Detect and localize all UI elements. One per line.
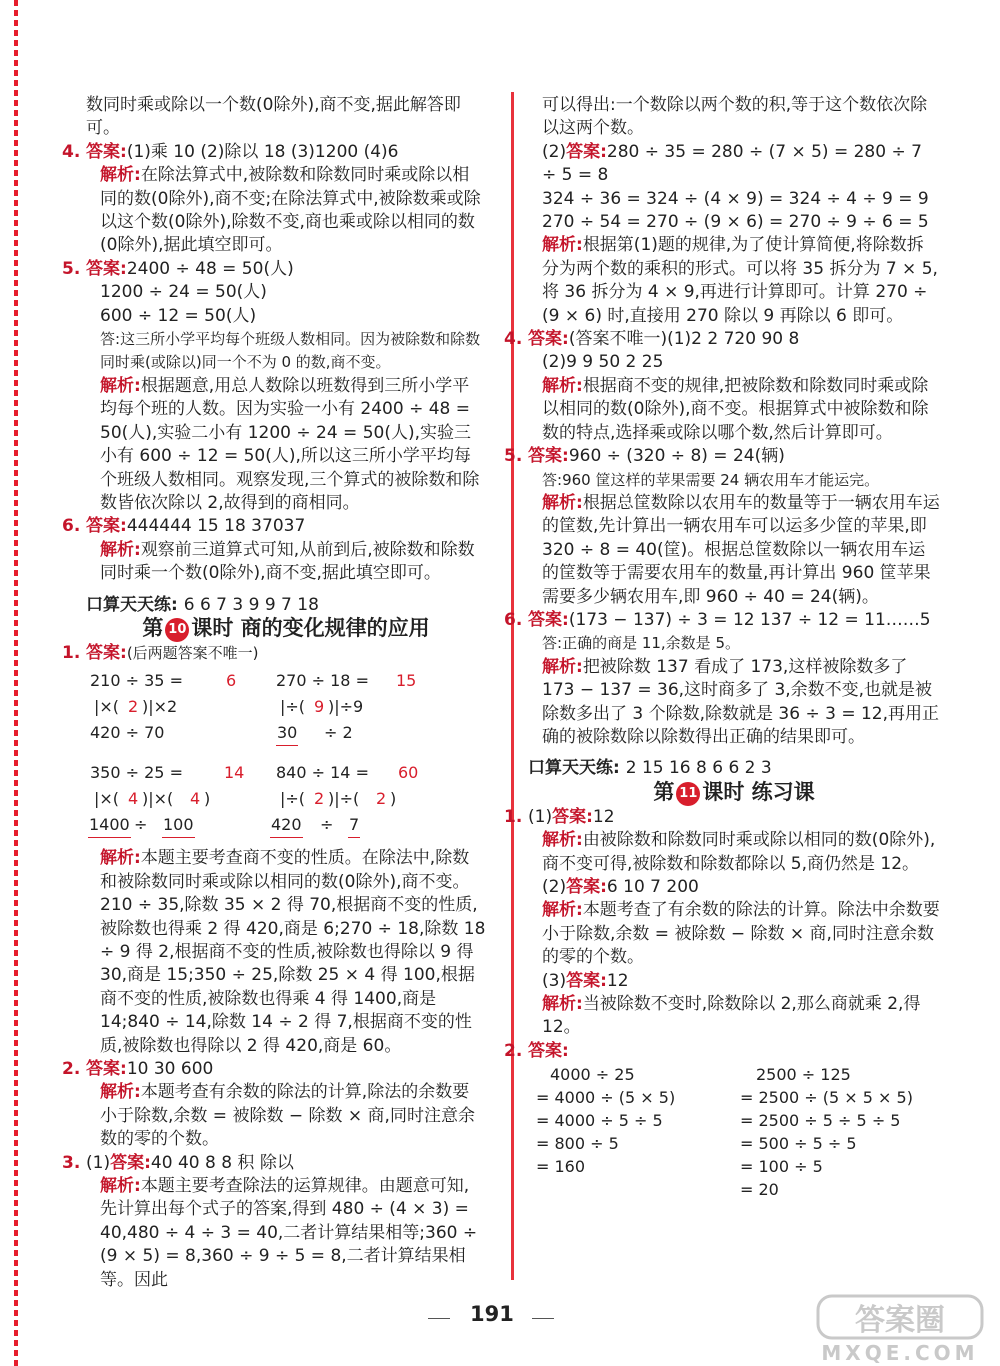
q3-analysis: 解析:本题主要考查除法的运算规律。由题意可知,先计算出每个式子的答案,得到 480 ÷ (4 × 3) = 40,480 ÷ 4 ÷ 3 = 40,二者计算结果相等;360 ÷ (9 × 5) = 8,360 ÷ 9 ÷ 5 = 8,二者计算结果相等。因此 xyxy=(100,1176,478,1290)
column-divider xyxy=(511,92,514,1280)
r-q2-calculations: 4000 ÷ 25 = 4000 ÷ (5 × 5) = 4000 ÷ 5 ÷ 5 = 800 ÷ 5 = 160 2500 ÷ 125 = 2500 ÷ (5 × 5 × 5) = 2500 ÷ 5 ÷ 5 ÷ 5 = 500 ÷ 5 ÷ 5 = 100 ÷ 5 = 20 xyxy=(536,1065,913,1200)
r-q1-p3-analysis: 解析:当被除数不变时,除数除以 2,那么商就乘 2,得 12。 xyxy=(542,994,921,1038)
r-q1-p2-analysis: 解析:本题考查了有余数的除法的计算。除法中余数要小于除数,余数 = 被除数 − 除数 × 商,同时注意余数的零的个数。 xyxy=(542,900,940,968)
q1-analysis: 解析:本题主要考查商不变的性质。在除法中,除数和被除数同时乘或除以相同的数(0除外),商不变。210 ÷ 35,除数 35 × 2 得 70,根据商不变的性质,被除数也得乘 2 得 420,商是 6;270 ÷ 18,除数 18 ÷ 9 得 2,根据商不变的性质,被除数也得除以 9 得 30,商是 15;350 ÷ 25,除数 25 × 4 得 100,根据商不变的性质,被除数也得乘 4 得 1400,商是 14;840 ÷ 14,除数 14 ÷ 2 得 7,根据商不变的性质,被除数也得除以 2 得 420,商是 60。 xyxy=(100,848,486,1056)
r-q1-p3-answer: (3)答案:12 xyxy=(542,970,629,991)
q5-answer: 5. 答案:2400 ÷ 48 = 50(人) xyxy=(62,258,294,279)
q6-analysis: 解析:观察前三道算式可知,从前到后,被除数和除数同时乘一个数(0除外),商不变,据此填空即可。 xyxy=(100,539,475,584)
page-dash-right xyxy=(532,1318,554,1319)
r-q5-reply: 答:960 筐这样的苹果需要 24 辆农用车才能运完。 xyxy=(542,470,880,489)
q2-answer: 2. 答案:10 30 600 xyxy=(62,1059,214,1079)
r-q1-p1-answer: 1. (1)答案:12 xyxy=(504,806,615,827)
q1-equations: 210 ÷ 35 = 6 |×( 2 )|×2 420 ÷ 70 270 ÷ 18 = 15 |÷( 9 )|÷9 30 ÷ 2 350 ÷ 25 = 14 |×( 4 )|×( 4 ) 1400 ÷ 100 840 ÷ 14 = 60 |÷( 2 )|÷( 2 ) 420 ÷ 7 xyxy=(86,669,486,845)
q2-analysis: 解析:本题考查有余数的除法的计算,除法的余数要小于除数,余数 = 被除数 − 除数 × 商,同时注意余数的零的个数。 xyxy=(100,1082,475,1150)
practice-line: 口算天天练: 6 6 7 3 9 9 7 18 xyxy=(86,594,319,615)
continued-text: 可以得出:一个数除以两个数的积,等于这个数依次除以这两个数。 xyxy=(542,95,928,139)
p2-answer: (2)答案:280 ÷ 35 = 280 ÷ (7 × 5) = 280 ÷ 7 ÷ 5 = 8 xyxy=(542,141,922,186)
r-q1-p1-analysis: 解析:由被除数和除数同时乘或除以相同的数(0除外),商不变可得,被除数和除数都除以 5,商仍然是 12。 xyxy=(542,830,936,874)
p2-analysis: 解析:根据第(1)题的规律,为了使计算简便,将除数拆分为两个数的乘积的形式。可以将 35 拆分为 7 × 5,将 36 拆分为 4 × 9,再进行计算即可。计算 270 ÷ (9 × 6) 时,直接用 270 除以 9 再除以 6 即可。 xyxy=(542,235,938,326)
page-dash-left xyxy=(428,1318,450,1319)
right-column xyxy=(504,94,940,1295)
p2-line3: 270 ÷ 54 = 270 ÷ (9 × 6) = 270 ÷ 9 ÷ 6 = 5 xyxy=(542,212,929,233)
p2-line2: 324 ÷ 36 = 324 ÷ (4 × 9) = 324 ÷ 4 ÷ 9 = 9 xyxy=(542,188,929,209)
r-q5-analysis: 解析:根据总筐数除以农用车的数量等于一辆农用车运的筐数,先计算出一辆农用车可以运多少筐的苹果,即 320 ÷ 8 = 40(筐)。根据总筐数除以一辆农用车运的筐数等于需要农用车的数量,再计算出 960 筐苹果需要多少辆农用车,即 960 ÷ 40 = 24(辆)。 xyxy=(542,492,940,607)
left-column xyxy=(62,94,486,1292)
q1-answer: 1. 答案:(后两题答案不唯一) xyxy=(62,642,259,663)
q3-answer: 3. (1)答案:40 40 8 8 积 除以 xyxy=(62,1152,294,1173)
r-lesson-title: 第 11 课时 练习课 xyxy=(653,779,815,804)
r-q6-reply: 答:正确的商是 11,余数是 5。 xyxy=(542,634,740,653)
intro-text: 数同时乘或除以一个数(0除外),商不变,据此解答即可。 xyxy=(86,95,461,139)
r-q1-p2-answer: (2)答案:6 10 7 200 xyxy=(542,877,699,897)
q5-analysis: 解析:根据题意,用总人数除以班数得到三所小学平均每个班的人数。因为实验一小有 2400 ÷ 48 = 50(人),实验二小有 1200 ÷ 24 = 50(人),实验三小有 600 ÷ 12 = 50(人),所以这三所小学平均每个班级人数相同。观察发现,三个算式的被除数和除数皆依次除以 2,故得到的商相同。 xyxy=(100,375,480,513)
r-lesson-number-badge: 11 xyxy=(676,782,700,806)
r-q2-answer: 2. 答案: xyxy=(504,1040,569,1061)
r-practice-line: 口算天天练: 2 15 16 8 6 6 2 3 xyxy=(528,758,772,779)
r-q6-analysis: 解析:把被除数 137 看成了 173,这样被除数多了 173 − 137 = 36,这时商多了 3,余数不变,也就是被除数多出了 3 个除数,除数就是 36 ÷ 3 = 12,再用正确的被除数除以除数得出正确的结果即可。 xyxy=(542,656,940,747)
r-q5-answer: 5. 答案:960 ÷ (320 ÷ 8) = 24(辆) xyxy=(504,446,785,467)
q6-answer: 6. 答案:444444 15 18 37037 xyxy=(62,516,306,537)
q5-line3: 600 ÷ 12 = 50(人) xyxy=(100,305,257,326)
margin-rule xyxy=(14,0,18,1366)
lesson-title: 第 10 课时 商的变化规律的应用 xyxy=(142,615,430,640)
q5-reply: 答:这三所小学平均每个班级人数相同。因为被除数和除数同时乘(或除以)同一个不为 0 的数,商不变。 xyxy=(100,330,481,372)
q5-line2: 1200 ÷ 24 = 50(人) xyxy=(100,282,267,303)
r-q4-analysis: 解析:根据商不变的规律,把被除数和除数同时乘或除以相同的数(0除外),商不变。根据算式中被除数和除数的特点,选择乘或除以哪个数,然后计算即可。 xyxy=(542,375,929,443)
watermark-logo xyxy=(800,1290,1000,1366)
watermark-logo-text: 答案圈 xyxy=(855,1303,945,1338)
page-number: 191 xyxy=(470,1302,514,1326)
r-q6-answer: 6. 答案:(173 − 137) ÷ 3 = 12 137 ÷ 12 = 11……5 xyxy=(504,609,931,630)
q4-answer: 4. 答案:(1)乘 10 (2)除以 18 (3)1200 (4)6 xyxy=(62,141,399,162)
lesson-number-badge: 10 xyxy=(165,618,189,642)
watermark-url: MXQE.COM xyxy=(821,1341,979,1365)
q4-analysis: 解析:在除法算式中,被除数和除数同时乘或除以相同的数(0除外),商不变;在除法算式中,被除数乘或除以这个数(0除外),除数不变,商也乘或除以相同的数(0除外),据此填空即可。 xyxy=(100,165,481,256)
r-q4-answer: 4. 答案:(答案不唯一)(1)2 2 720 90 8 xyxy=(504,329,800,350)
r-q4-line2: (2)9 9 50 2 25 xyxy=(542,352,664,373)
